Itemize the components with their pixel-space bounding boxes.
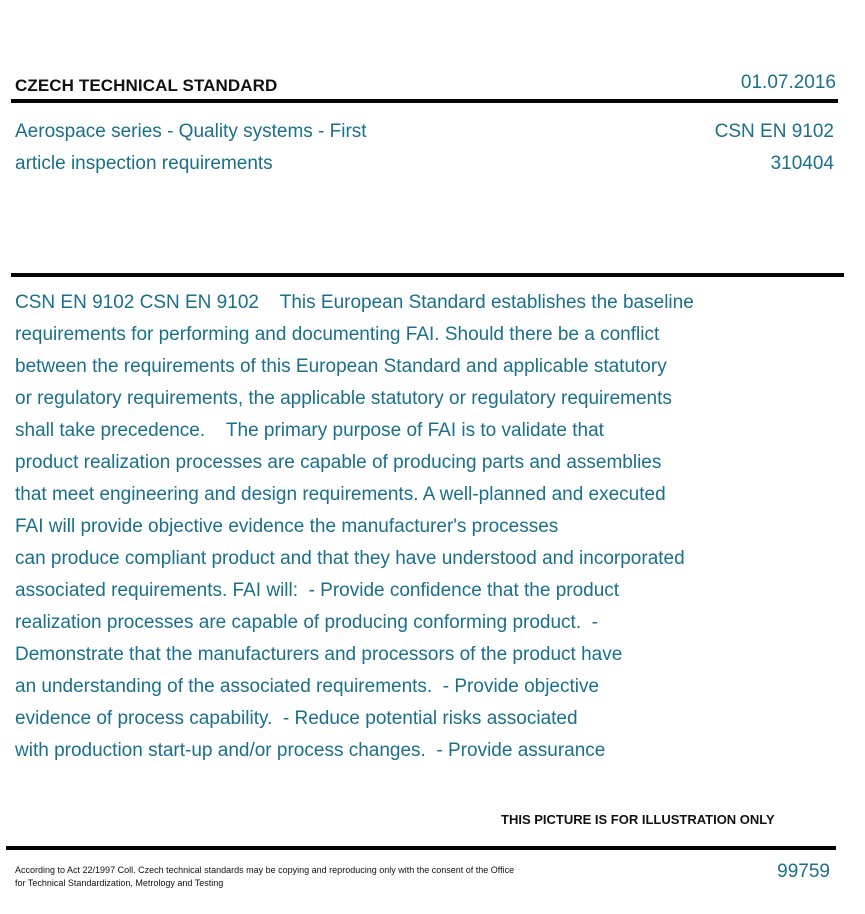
header-divider (11, 99, 838, 103)
abstract-line: evidence of process capability. - Reduce potential risks associated (15, 708, 578, 729)
abstract-line: CSN EN 9102 CSN EN 9102 This European Standard establishes the baseline (15, 292, 694, 313)
section-divider (11, 273, 844, 277)
standard-title-line: Aerospace series - Quality systems - First (15, 121, 367, 142)
abstract-line: product realization processes are capable of producing parts and assemblies (15, 452, 662, 473)
document-id-number: 99759 (777, 861, 830, 882)
abstract-line: associated requirements. FAI will: - Provide confidence that the product (15, 580, 620, 601)
footer-divider (6, 846, 836, 850)
abstract-line: with production start-up and/or process changes. - Provide assurance (15, 740, 606, 761)
abstract-line: or regulatory requirements, the applicable statutory or regulatory requirements (15, 388, 672, 409)
abstract-line: FAI will provide objective evidence the manufacturer's processes (15, 516, 559, 537)
abstract-line: realization processes are capable of producing conforming product. - (15, 612, 598, 633)
abstract-line: requirements for performing and documenting FAI. Should there be a conflict (15, 324, 660, 345)
standard-title-line: article inspection requirements (15, 153, 273, 174)
standard-number: 310404 (770, 153, 834, 174)
publication-date: 01.07.2016 (740, 72, 836, 93)
copyright-line: According to Act 22/1997 Coll. Czech technical standards may be copying and reproducing only with the consent of the Office (15, 865, 515, 875)
abstract-line: that meet engineering and design requirements. A well-planned and executed (15, 484, 666, 505)
document-type-title: CZECH TECHNICAL STANDARD (15, 76, 278, 95)
abstract-line: between the requirements of this European Standard and applicable statutory (15, 356, 667, 377)
standard-code: CSN EN 9102 (714, 121, 834, 142)
standard-title (15, 116, 455, 180)
abstract-text (15, 287, 805, 767)
abstract-line: an understanding of the associated requirements. - Provide objective (15, 676, 600, 697)
copyright-line: for Technical Standardization, Metrology and Testing (15, 878, 224, 888)
abstract-line: shall take precedence. The primary purpose of FAI is to validate that (15, 420, 604, 441)
illustration-notice: THIS PICTURE IS FOR ILLUSTRATION ONLY (501, 812, 775, 827)
standard-identifiers (715, 116, 834, 180)
abstract-line: Demonstrate that the manufacturers and processors of the product have (15, 644, 623, 665)
copyright-notice (15, 864, 595, 890)
abstract-line: can produce compliant product and that they have understood and incorporated (15, 548, 685, 569)
